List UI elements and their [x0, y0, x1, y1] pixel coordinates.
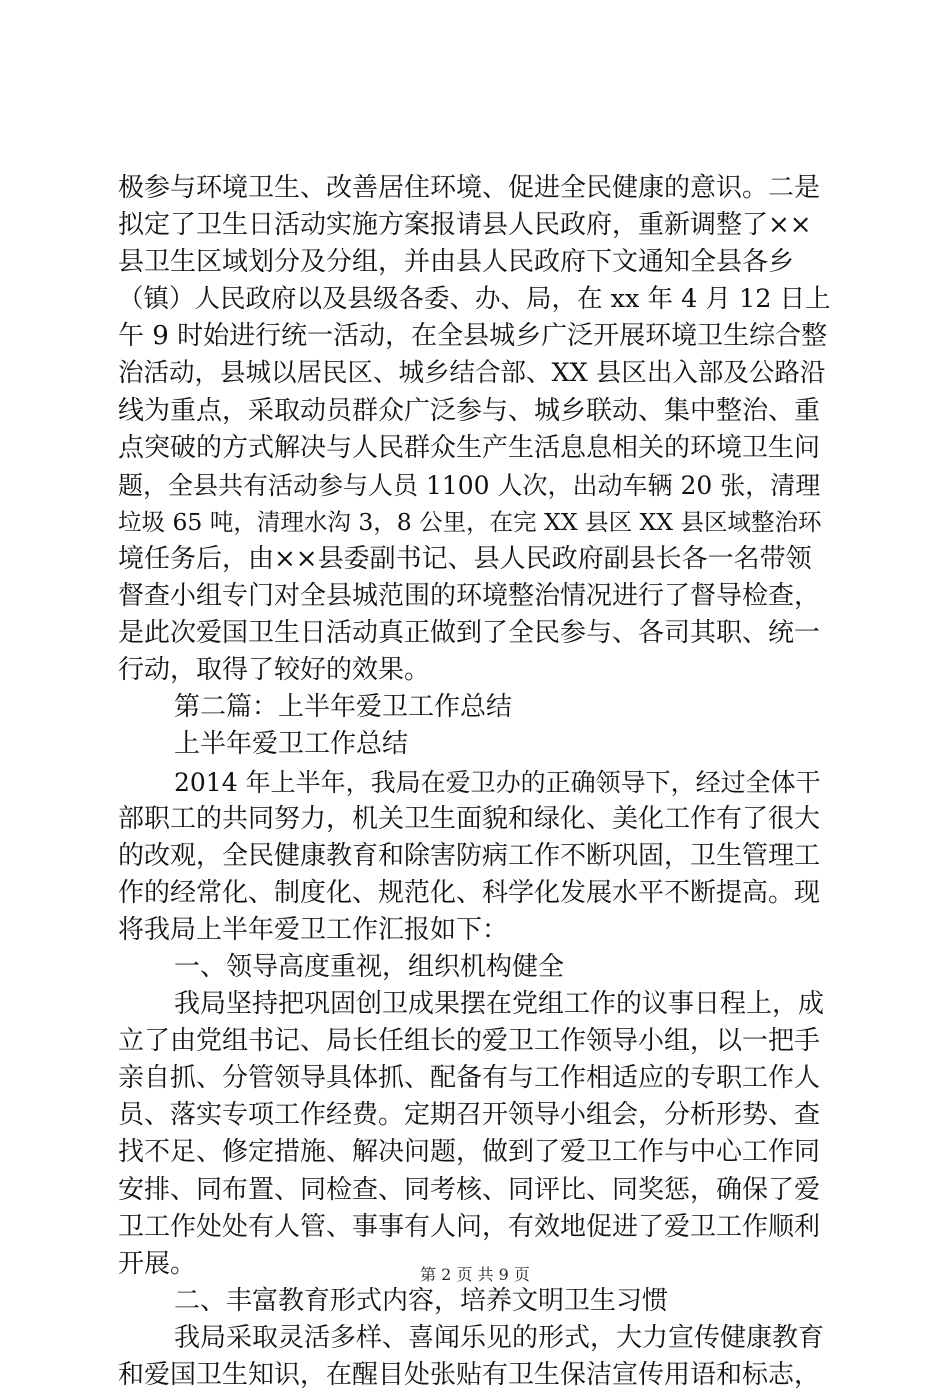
text-line: 员、落实专项工作经费。定期召开领导小组会，分析形势、查	[118, 1100, 821, 1131]
text-line: 极参与环境卫生、改善居住环境、促进全民健康的意识。二是	[118, 173, 821, 203]
text-line: 治活动，县城以居民区、城乡结合部、XX 县区出入部及公路沿	[118, 358, 826, 389]
text-line: 行动，取得了较好的效果。	[118, 655, 431, 686]
text-line: 二、丰富教育形式内容，培养文明卫生习惯	[174, 1285, 669, 1316]
text-line: 和爱国卫生知识，在醒目处张贴有卫生保洁宣传用语和标志，	[118, 1360, 821, 1390]
text-line: 县卫生区域划分及分组，并由县人民政府下文通知全县各乡	[118, 247, 795, 278]
text-line: 线为重点，采取动员群众广泛参与、城乡联动、集中整治、重	[118, 395, 821, 426]
text-line: 立了由党组书记、局长任组长的爱卫工作领导小组，以一把手	[118, 1026, 821, 1057]
page-footer: 第 2 页 共 9 页	[420, 1265, 530, 1284]
text-line: 点突破的方式解决与人民群众生产生活息息相关的环境卫生问	[118, 432, 821, 463]
text-line: 卫工作处处有人管、事事有人问，有效地促进了爱卫工作顺利	[118, 1211, 821, 1242]
text-line: 找不足、修定措施、解决问题，做到了爱卫工作与中心工作同	[118, 1137, 821, 1168]
text-line: 2014 年上半年，我局在爱卫办的正确领导下，经过全体干	[174, 767, 821, 797]
text-line: 的改观，全民健康教育和除害防病工作不断巩固，卫生管理工	[118, 840, 821, 871]
text-line: 垃圾 65 吨，清理水沟 3，8 公里，在完 XX 县区 XX 县区域整治环	[118, 507, 822, 536]
text-line: 我局坚持把巩固创卫成果摆在党组工作的议事日程上，成	[174, 989, 825, 1020]
document-body	[118, 170, 833, 1394]
text-line: 将我局上半年爱卫工作汇报如下：	[118, 914, 509, 945]
text-line: （镇）人民政府以及县级各委、办、局，在 xx 年 4 月 12 日上	[118, 284, 831, 315]
text-line: 午 9 时始进行统一活动，在全县城乡广泛开展环境卫生综合整	[118, 321, 828, 352]
text-line: 第二篇：上半年爱卫工作总结	[174, 692, 513, 723]
text-line: 我局采取灵活多样、喜闻乐见的形式，大力宣传健康教育	[174, 1322, 825, 1353]
text-line: 上半年爱卫工作总结	[174, 729, 409, 760]
text-line: 开展。	[118, 1248, 197, 1279]
text-line: 题，全县共有活动参与人员 1100 人次，出动车辆 20 张，清理	[118, 470, 821, 500]
text-line: 亲自抓、分管领导具体抓、配备有与工作相适应的专职工作人	[118, 1063, 821, 1094]
text-line: 部职工的共同努力，机关卫生面貌和绿化、美化工作有了很大	[118, 803, 821, 834]
text-line: 是此次爱国卫生日活动真正做到了全民参与、各司其职、统一	[118, 618, 821, 649]
text-line: 一、领导高度重视，组织机构健全	[174, 951, 565, 982]
text-line: 安排、同布置、同检查、同考核、同评比、同奖惩，确保了爱	[118, 1174, 821, 1205]
text-line: 境任务后，由××县委副书记、县人民政府副县长各一名带领	[118, 543, 812, 574]
text-line: 作的经常化、制度化、规范化、科学化发展水平不断提高。现	[118, 877, 821, 908]
text-line: 督查小组专门对全县城范围的环境整治情况进行了督导检查，	[118, 581, 821, 612]
text-line: 拟定了卫生日活动实施方案报请县人民政府，重新调整了××	[118, 210, 812, 241]
